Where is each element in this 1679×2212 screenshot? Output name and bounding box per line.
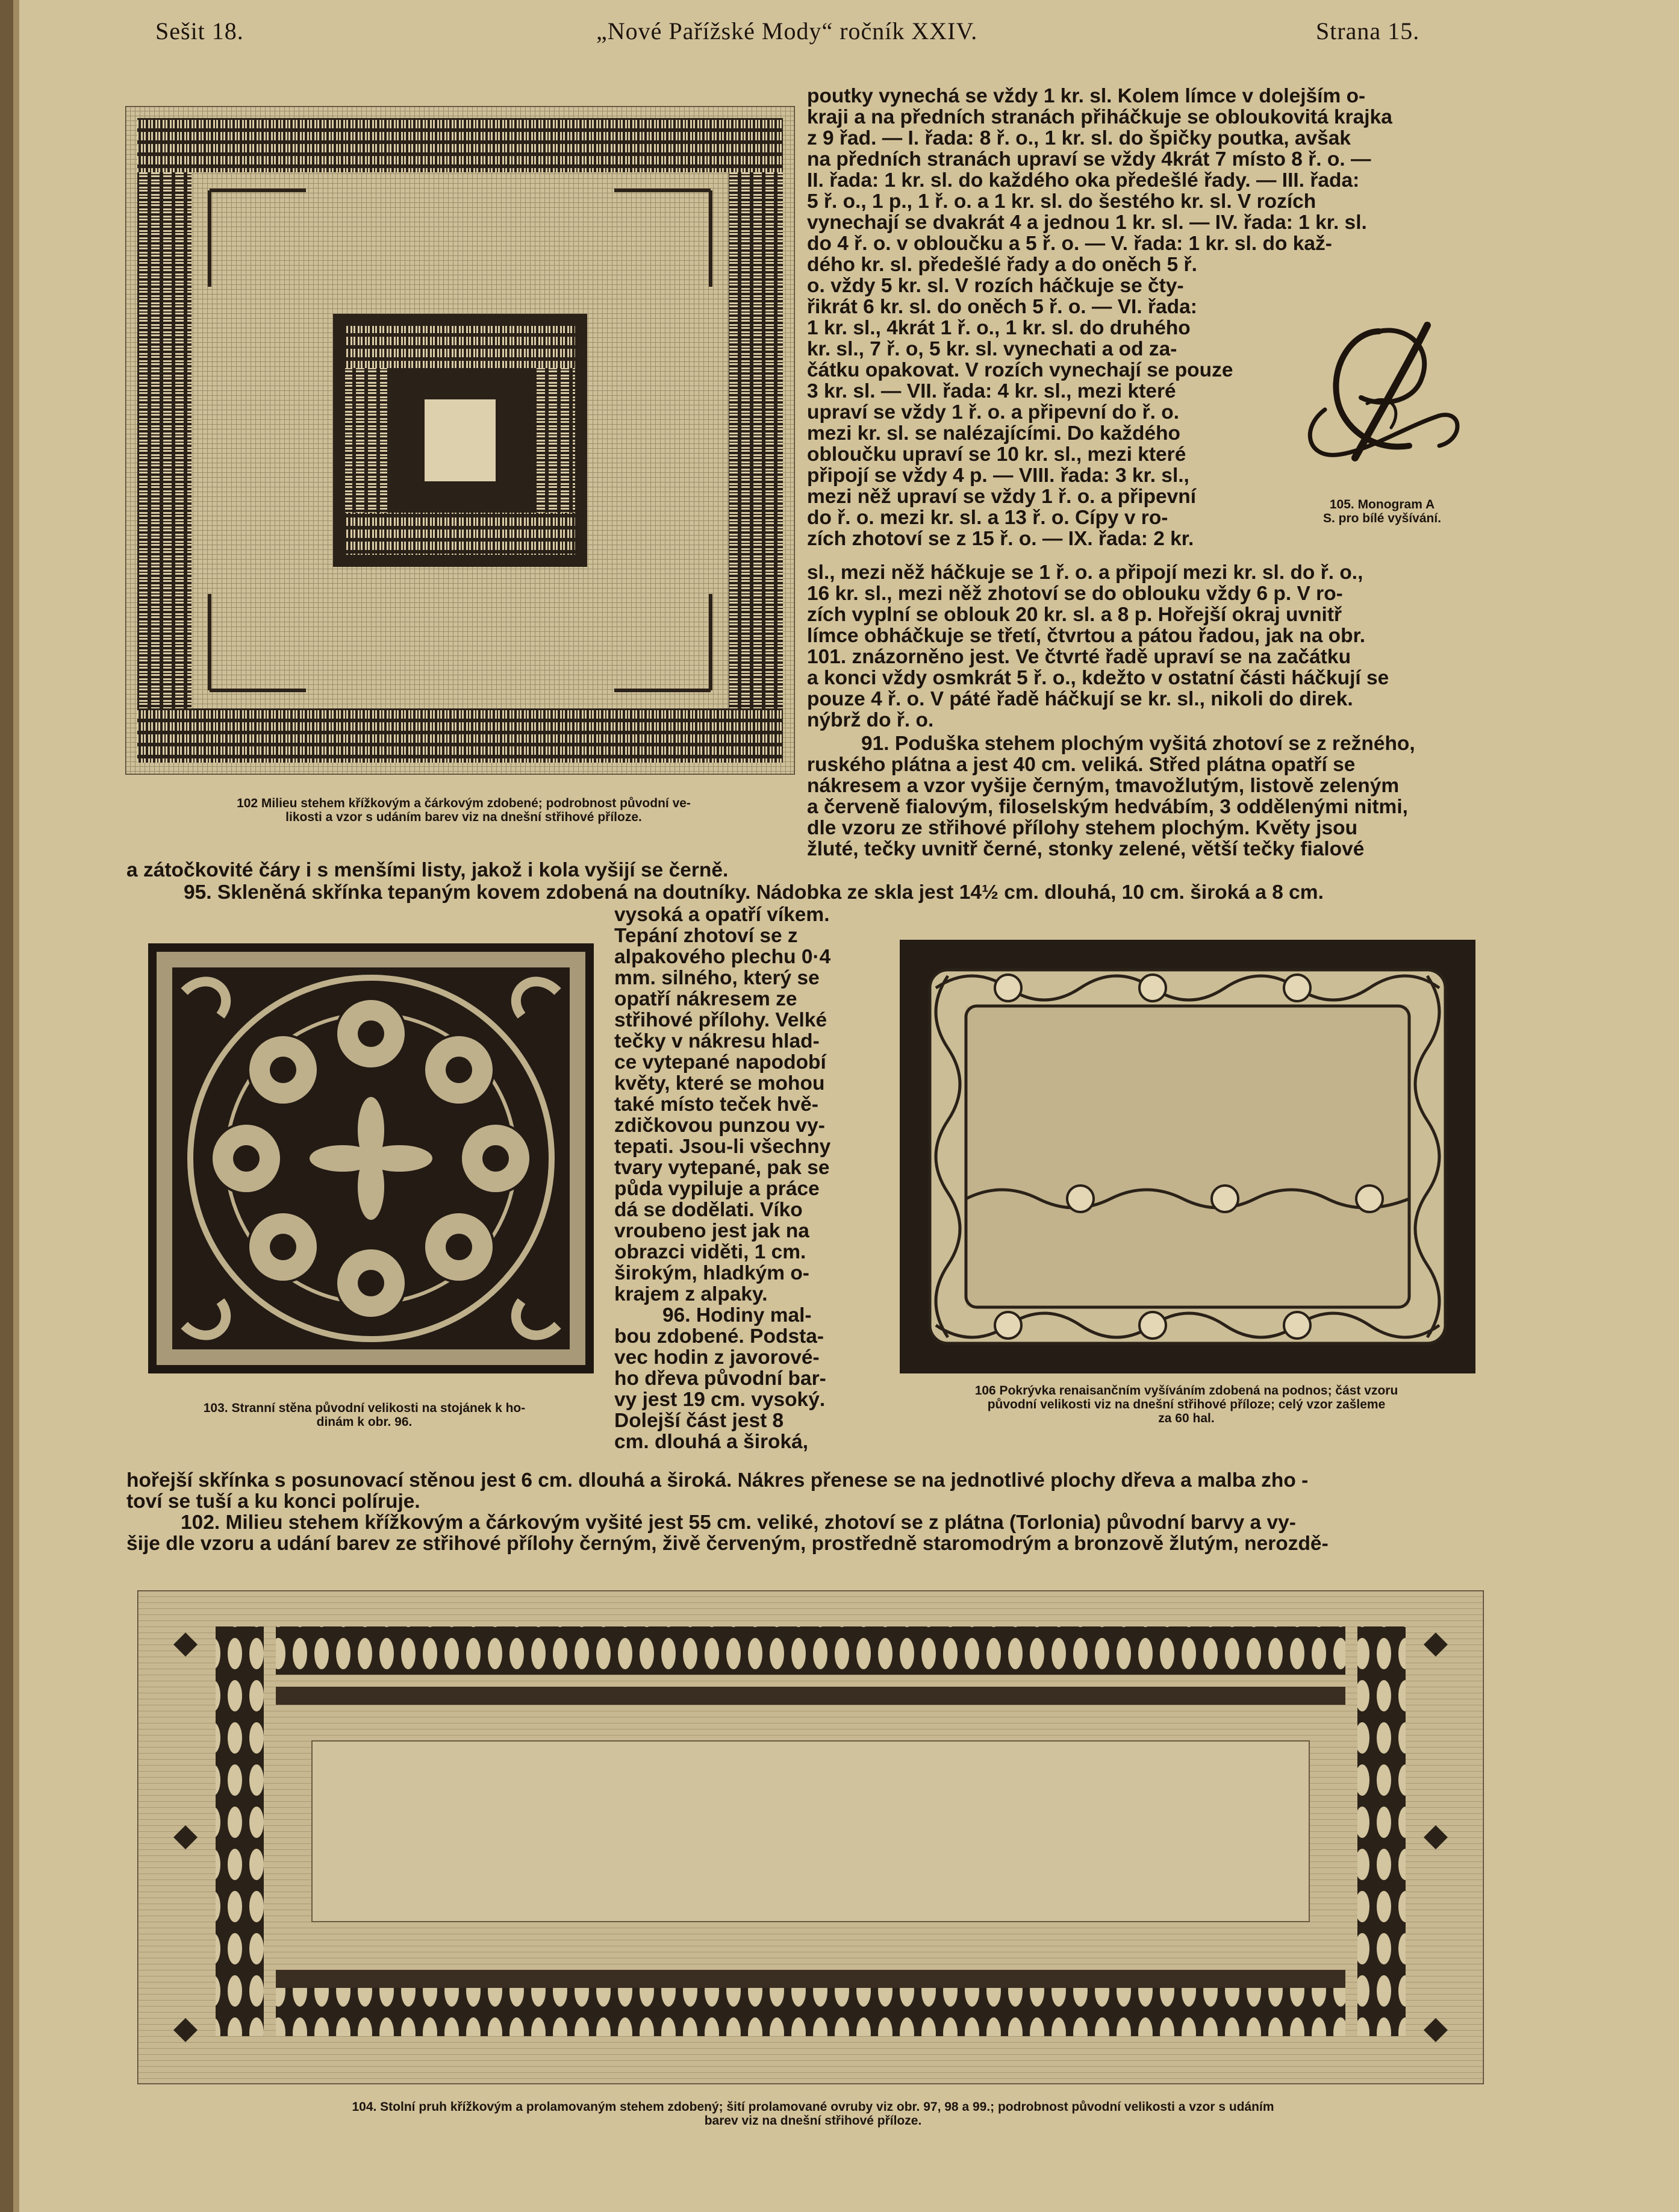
caption-fig-103: 103. Stranní stěna původní velikosti na stojánek k ho- dinám k obr. 96. bbox=[203, 1401, 526, 1429]
page-binding-shadow bbox=[13, 0, 19, 2212]
text-paragraph-96-end-102: hořejší skřínka s posunovací stěnou jest 6 cm. dlouhá a široká. Nákres přenese se na jednotlivé plochy dřeva a malba zho - toví se tuší a ku konci políruje. 102. Milieu stehem křížkovým a čárkovým vyšité jest 55 cm. veliké, zhotoví se z plátna (Torlonia) původní barvy a vy- šije dle vzoru a udání barev ze střihové přílohy černým, živě červeným, prostředně staromodrým a bronzově žlutým, nerozdě- bbox=[126, 1469, 1329, 1555]
caption-fig-104: 104. Stolní pruh křížkovým a prolamovaným stehem zdobený; šití prolamované ovruby viz obr. 97, 98 a 99.; podrobnost původní velikosti a vzor s udáním barev viz na dnešní střihové příloze. bbox=[352, 2100, 1274, 2128]
figure-102-milieu bbox=[125, 106, 795, 775]
text-paragraph-91-end: a zátočkovité čáry i s menšími listy, jakož i kola vyšijí se černě. bbox=[126, 859, 729, 881]
figure-105-monogram bbox=[1289, 307, 1469, 482]
header-page-number: Strana 15. bbox=[1316, 17, 1420, 45]
text-crochet-instructions-narrow: dého kr. sl. předešlé řady a do oněch 5 ř. o. vždy 5 kr. sl. V rozích háčkuje se čty- řikrát 6 kr. sl. do oněch 5 ř. o. — VI. řada: 1 kr. sl., 4krát 1 ř. o., 1 kr. sl. do druhého kr. sl., 7 ř. o, 5 kr. sl. vynechati a od za- čátku opakovat. V rozích vynechají se pouze 3 kr. sl. — VII. řada: 4 kr. sl., mezi které upraví se vždy 1 ř. o. a připevní do ř. o. mezi kr. sl. se nalézajícími. Do každého obloučku upraví se 10 kr. sl., mezi které připojí se vždy 4 p. — VIII. řada: 3 kr. sl., mezi něž upraví se vždy 1 ř. o. a připevní do ř. o. mezi kr. sl. a 13 ř. o. Cípy v ro- zích zhotoví se z 15 ř. o. — IX. řada: 2 kr. bbox=[807, 254, 1233, 550]
figure-104-table-runner bbox=[137, 1590, 1484, 2084]
text-crochet-instructions-top: poutky vynechá se vždy 1 kr. sl. Kolem límce v dolejším o- kraji a na předních stranách přiháčkuje se obloukovitá krajka z 9 řad. — I. řada: 8 ř. o., 1 kr. sl. do špičky poutka, avšak na předních stranách upraví se vždy 4krát 7 místo 8 ř. o. — II. řada: 1 kr. sl. do každého oka předešlé řady. — III. řada: 5 ř. o., 1 p., 1 ř. o. a 1 kr. sl. do šestého kr. sl. V rozích vynechají se dvakrát 4 a jednou 1 kr. sl. — IV. řada: 1 kr. sl. do 4 ř. o. v obloučku a 5 ř. o. — V. řada: 1 kr. sl. do kaž- bbox=[807, 85, 1392, 255]
caption-fig-106: 106 Pokrývka renaisančním vyšíváním zdobená na podnos; část vzoru původní velikosti viz na dnešní střihové příloze; celý vzor zašleme za 60 hal. bbox=[974, 1384, 1398, 1425]
header-title: „Nové Pařížské Mody“ ročník XXIV. bbox=[596, 17, 978, 45]
text-paragraph-91: 91. Poduška stehem plochým vyšitá zhotoví se z režného, ruského plátna a jest 40 cm. veliká. Střed plátna opatří se nákresem a vzor vyšije černým, tmavožlutým, listově zeleným a červeně fialovým, filoselským hedvábím, 3 oddělenými nitmi, dle vzoru ze střihové přílohy stehem plochým. Květy jsou žluté, tečky uvnitř černé, stonky zelené, větší tečky fialové bbox=[807, 733, 1415, 860]
caption-fig-102: 102 Milieu stehem křížkovým a čárkovým zdobené; podrobnost původní ve- likosti a vzor s udáním barev viz na dnešní střihové příloze. bbox=[237, 796, 691, 824]
figure-103-clock-side-panel bbox=[148, 943, 594, 1373]
text-paragraphs-95-96: vysoká a opatří víkem. Tepání zhotoví se z alpakového plechu 0·4 mm. silného, který se opatří nákresem ze střihové přílohy. Velké tečky v nákresu hlad- ce vytepané napodobí květy, které se mohou také místo teček hvě- zdičkovou punzou vy- tepati. Jsou-li všechny tvary vytepané, pak se půda vypiluje a práce dá se dodělati. Víko vroubeno jest jak na obrazci viděti, 1 cm. širokým, hladkým o- krajem z alpaky. 96. Hodiny mal- bou zdobené. Podsta- vec hodin z javorové- ho dřeva původní bar- vy jest 19 cm. vysoký. Dolejší část jest 8 cm. dlouhá a široká, bbox=[614, 904, 831, 1453]
page-binding-edge bbox=[0, 0, 13, 2212]
text-crochet-instructions-bottom: sl., mezi něž háčkuje se 1 ř. o. a připojí mezi kr. sl. do ř. o., 16 kr. sl., mezi něž zhotoví se do oblouku vždy 6 p. V ro- zích vyplní se oblouk 20 kr. sl. a 8 p. Hořejší okraj uvnitř límce obháčkuje se třetí, čtvrtou a pátou řadou, jak na obr. 101. znázorněno jest. Ve čtvrté řadě upraví se na začátku a konci vždy osmkrát 5 ř. o., kdežto v ostatní části háčkují se pouze 4 ř. o. V páté řadě háčkují se kr. sl., nikoli do direk. nýbrž do ř. o. bbox=[807, 561, 1389, 731]
text-paragraph-95-start: 95. Skleněná skřínka tepaným kovem zdobená na doutníky. Nádobka ze skla jest 14½ cm. dlouhá, 10 cm. široká a 8 cm. bbox=[184, 881, 1324, 904]
header-issue: Sešit 18. bbox=[155, 17, 244, 45]
figure-106-tray-cover bbox=[900, 940, 1475, 1373]
caption-fig-105: 105. Monogram A S. pro bílé vyšívání. bbox=[1322, 498, 1442, 525]
